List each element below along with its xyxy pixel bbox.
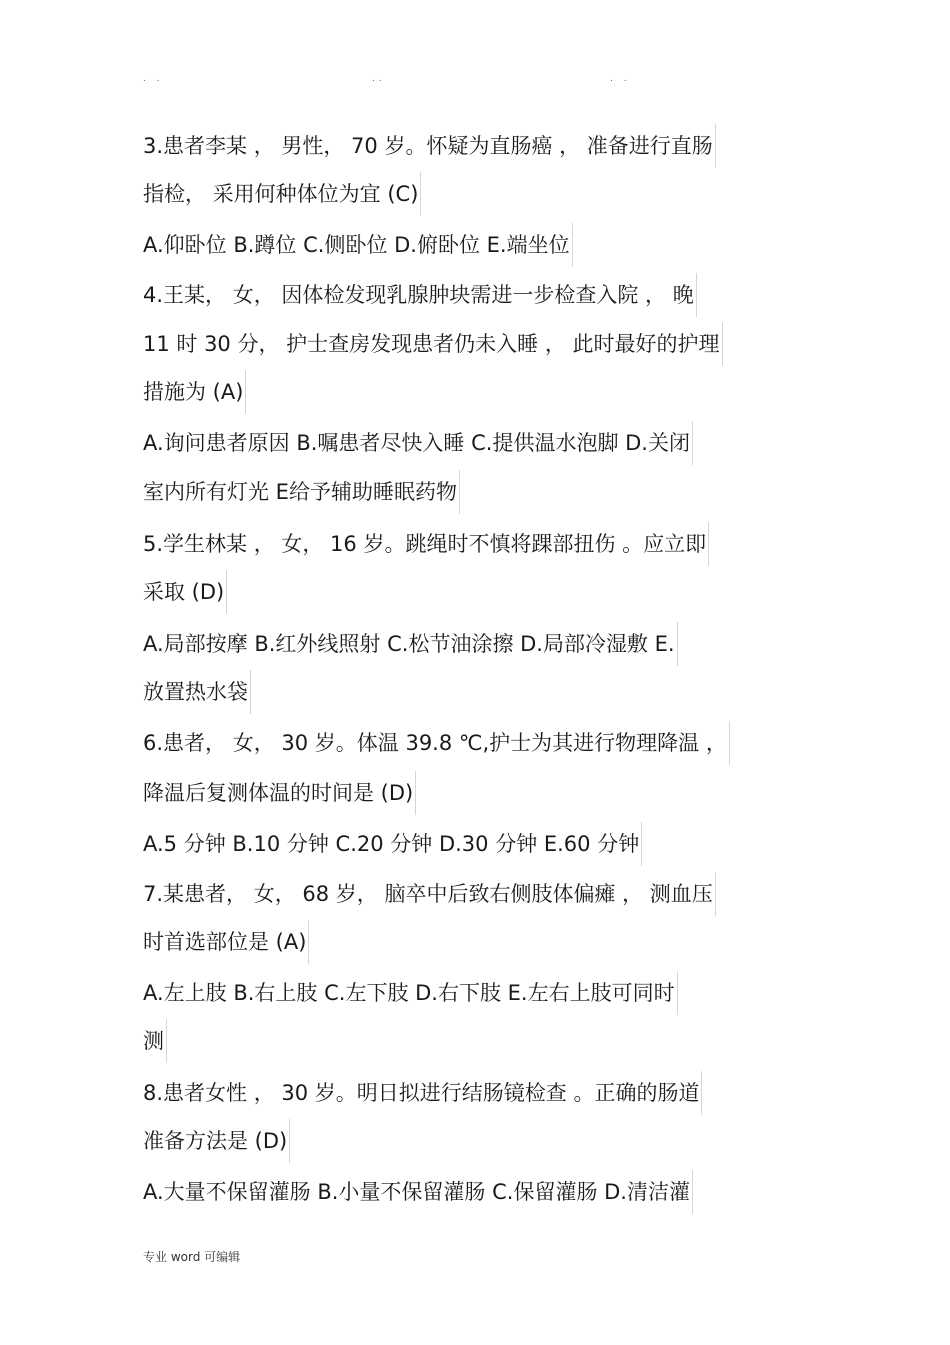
header-dots-left: . .: [143, 74, 164, 84]
q3-line-1: 3.患者李某 ， 男性， 70 岁。怀疑为直肠癌 ， 准备进行直肠: [143, 124, 716, 168]
q4-line-2: 11 时 30 分， 护士查房发现患者仍未入睡 ， 此时最好的护理: [143, 322, 723, 366]
q6-line-2: 降温后复测体温的时间是 (D): [143, 771, 416, 815]
q5-options-2: 放置热水袋: [143, 670, 251, 714]
q4-options-1: A.询问患者原因 B.嘱患者尽快入睡 C.提供温水泡脚 D.关闭: [143, 421, 693, 465]
q5-line-1: 5.学生林某 ， 女， 16 岁。跳绳时不慎将踝部扭伤 。应立即: [143, 522, 709, 566]
q4-line-1: 4.王某， 女， 因体检发现乳腺肿块需进一步检查入院 ， 晚: [143, 273, 697, 317]
q7-line-2: 时首选部位是 (A): [143, 920, 309, 964]
q8-line-2: 准备方法是 (D): [143, 1119, 290, 1163]
q6-line-1: 6.患者， 女， 30 岁。体温 39.8 ℃,护士为其进行物理降温 ，: [143, 721, 730, 765]
q3-line-2: 指检， 采用何种体位为宜 (C): [143, 172, 421, 216]
q8-options-1: A.大量不保留灌肠 B.小量不保留灌肠 C.保留灌肠 D.清洁灌: [143, 1170, 693, 1214]
header-dots-right: . .: [610, 74, 631, 84]
page-footer: 专业 word 可编辑: [143, 1250, 241, 1264]
q5-line-2: 采取 (D): [143, 570, 227, 614]
header-dots-mid: ..: [372, 74, 386, 84]
q6-options: A.5 分钟 B.10 分钟 C.20 分钟 D.30 分钟 E.60 分钟: [143, 822, 642, 866]
q4-options-2: 室内所有灯光 E给予辅助睡眠药物: [143, 470, 460, 514]
q4-line-3: 措施为 (A): [143, 370, 246, 414]
q7-options-1: A.左上肢 B.右上肢 C.左下肢 D.右下肢 E.左右上肢可同时: [143, 971, 678, 1015]
q8-line-1: 8.患者女性 ， 30 岁。明日拟进行结肠镜检查 。正确的肠道: [143, 1071, 702, 1115]
q5-options-1: A.局部按摩 B.红外线照射 C.松节油涂擦 D.局部冷湿敷 E.: [143, 622, 678, 666]
q3-options: A.仰卧位 B.蹲位 C.侧卧位 D.俯卧位 E.端坐位: [143, 223, 573, 267]
q7-line-1: 7.某患者， 女， 68 岁， 脑卒中后致右侧肢体偏瘫 ， 测血压: [143, 872, 716, 916]
q7-options-2: 测: [143, 1019, 167, 1063]
